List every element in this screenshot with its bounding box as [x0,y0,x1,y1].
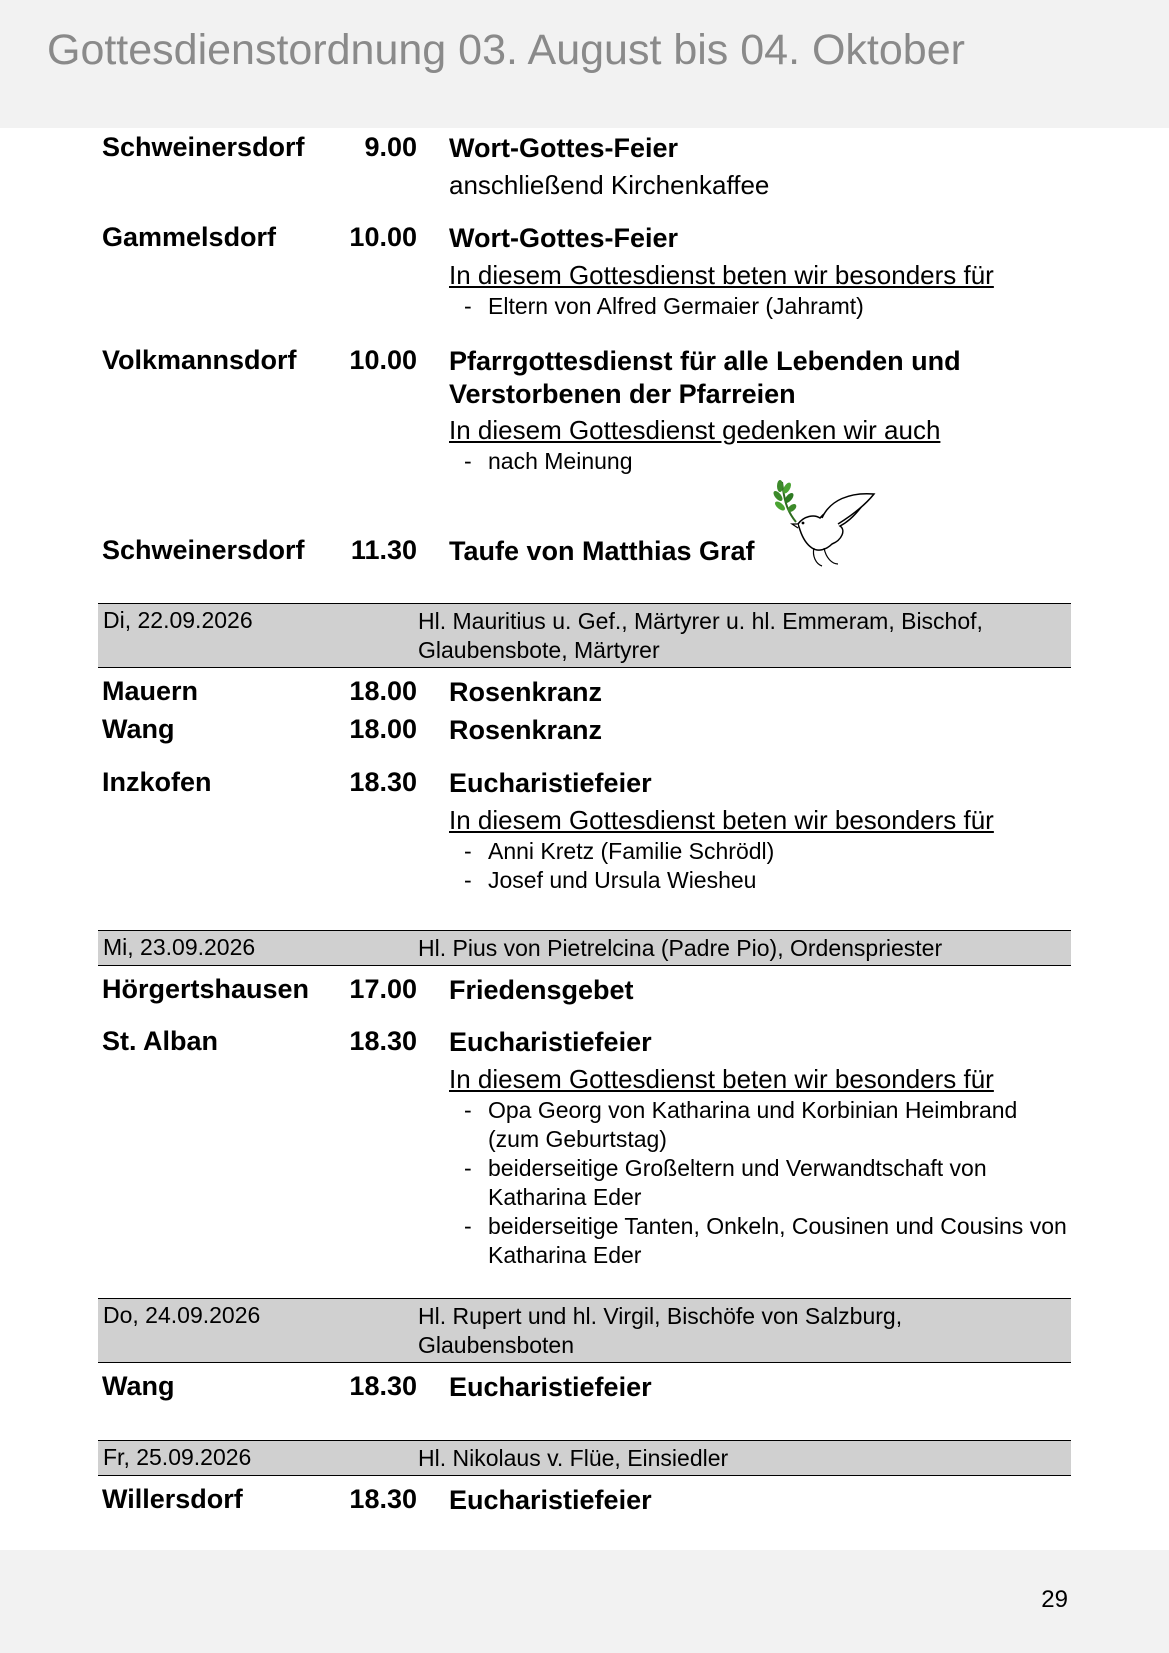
day-feast: Hl. Rupert und hl. Virgil, Bischöfe von Salzburg, Glaubensboten [418,1303,903,1358]
day-date: Di, 22.09.2026 [103,607,253,633]
service-time: 11.30 [350,535,417,565]
service-note: anschließend Kirchenkaffee [449,170,770,200]
service-time: 18.00 [349,714,417,744]
intention-item: - nach Meinung [462,447,1068,476]
intention-list [462,1096,1068,1270]
service-place: Mauern [102,676,199,706]
day-feast: Hl. Pius von Pietrelcina (Padre Pio), Ordenspriester [418,935,943,961]
intention-heading: In diesem Gottesdienst beten wir besonders für [449,260,994,290]
day-feast: Hl. Mauritius u. Gef., Märtyrer u. hl. Emmeram, Bischof, Glaubensbote, Märtyrer [418,608,983,663]
day-header [98,1298,1071,1363]
service-place: Wang [102,714,175,744]
day-header [98,1440,1071,1476]
footer-band [0,1550,1169,1653]
intention-item: - Eltern von Alfred Germaier (Jahramt) [462,292,1068,321]
intention-item: - Anni Kretz (Familie Schrödl) [462,837,1068,866]
service-place: Volkmannsdorf [102,345,297,375]
service-time: 18.30 [349,1026,417,1056]
service-title: Eucharistiefeier [449,1485,652,1515]
service-title: Wort-Gottes-Feier [449,133,679,163]
day-header [98,603,1071,668]
page-number: 29 [1041,1586,1068,1613]
service-title: Taufe von Matthias Graf [449,536,755,566]
service-place: Willersdorf [102,1484,243,1514]
service-title: Eucharistiefeier [449,768,652,798]
page-title: Gottesdienstordnung 03. August bis 04. Oktober [47,26,965,74]
service-place: Wang [102,1371,175,1401]
intention-list [462,447,1068,476]
service-place: Hörgertshausen [102,974,310,1004]
service-title: Eucharistiefeier [449,1027,652,1057]
service-time: 10.00 [349,222,417,252]
header-band [0,0,1169,128]
service-time: 9.00 [364,132,417,162]
service-title: Friedensgebet [449,975,634,1005]
service-title: Rosenkranz [449,715,603,745]
service-place: Inzkofen [102,767,212,797]
service-time: 18.00 [349,676,417,706]
intention-item: - beiderseitige Tanten, Onkeln, Cousinen und Cousins von Katharina Eder [462,1212,1068,1270]
intention-item: - Opa Georg von Katharina und Korbinian Heimbrand (zum Geburtstag) [462,1096,1068,1154]
service-time: 18.30 [349,1484,417,1514]
service-time: 10.00 [349,345,417,375]
intention-heading: In diesem Gottesdienst beten wir besonders für [449,805,994,835]
dove-with-olive-branch-icon [770,478,880,570]
service-time: 18.30 [349,767,417,797]
intention-item: - beiderseitige Großeltern und Verwandtschaft von Katharina Eder [462,1154,1068,1212]
service-place: Schweinersdorf [102,535,305,565]
service-time: 18.30 [349,1371,417,1401]
day-date: Do, 24.09.2026 [103,1302,261,1328]
day-date: Mi, 23.09.2026 [103,934,256,960]
service-place: St. Alban [102,1026,219,1056]
day-date: Fr, 25.09.2026 [103,1444,252,1470]
service-title: Wort-Gottes-Feier [449,223,679,253]
service-place: Schweinersdorf [102,132,305,162]
intention-heading: In diesem Gottesdienst beten wir besonders für [449,1064,994,1094]
intention-heading: In diesem Gottesdienst gedenken wir auch [449,415,941,445]
day-feast: Hl. Nikolaus v. Flüe, Einsiedler [418,1445,729,1471]
service-place: Gammelsdorf [102,222,277,252]
service-title: Pfarrgottesdienst für alle Lebenden und Verstorbenen der Pfarreien [449,346,961,409]
service-time: 17.00 [349,974,417,1004]
intention-list [462,292,1068,321]
intention-list [462,837,1068,895]
service-title: Rosenkranz [449,677,603,707]
service-title: Eucharistiefeier [449,1372,652,1402]
intention-item: - Josef und Ursula Wiesheu [462,866,1068,895]
day-header [98,930,1071,966]
